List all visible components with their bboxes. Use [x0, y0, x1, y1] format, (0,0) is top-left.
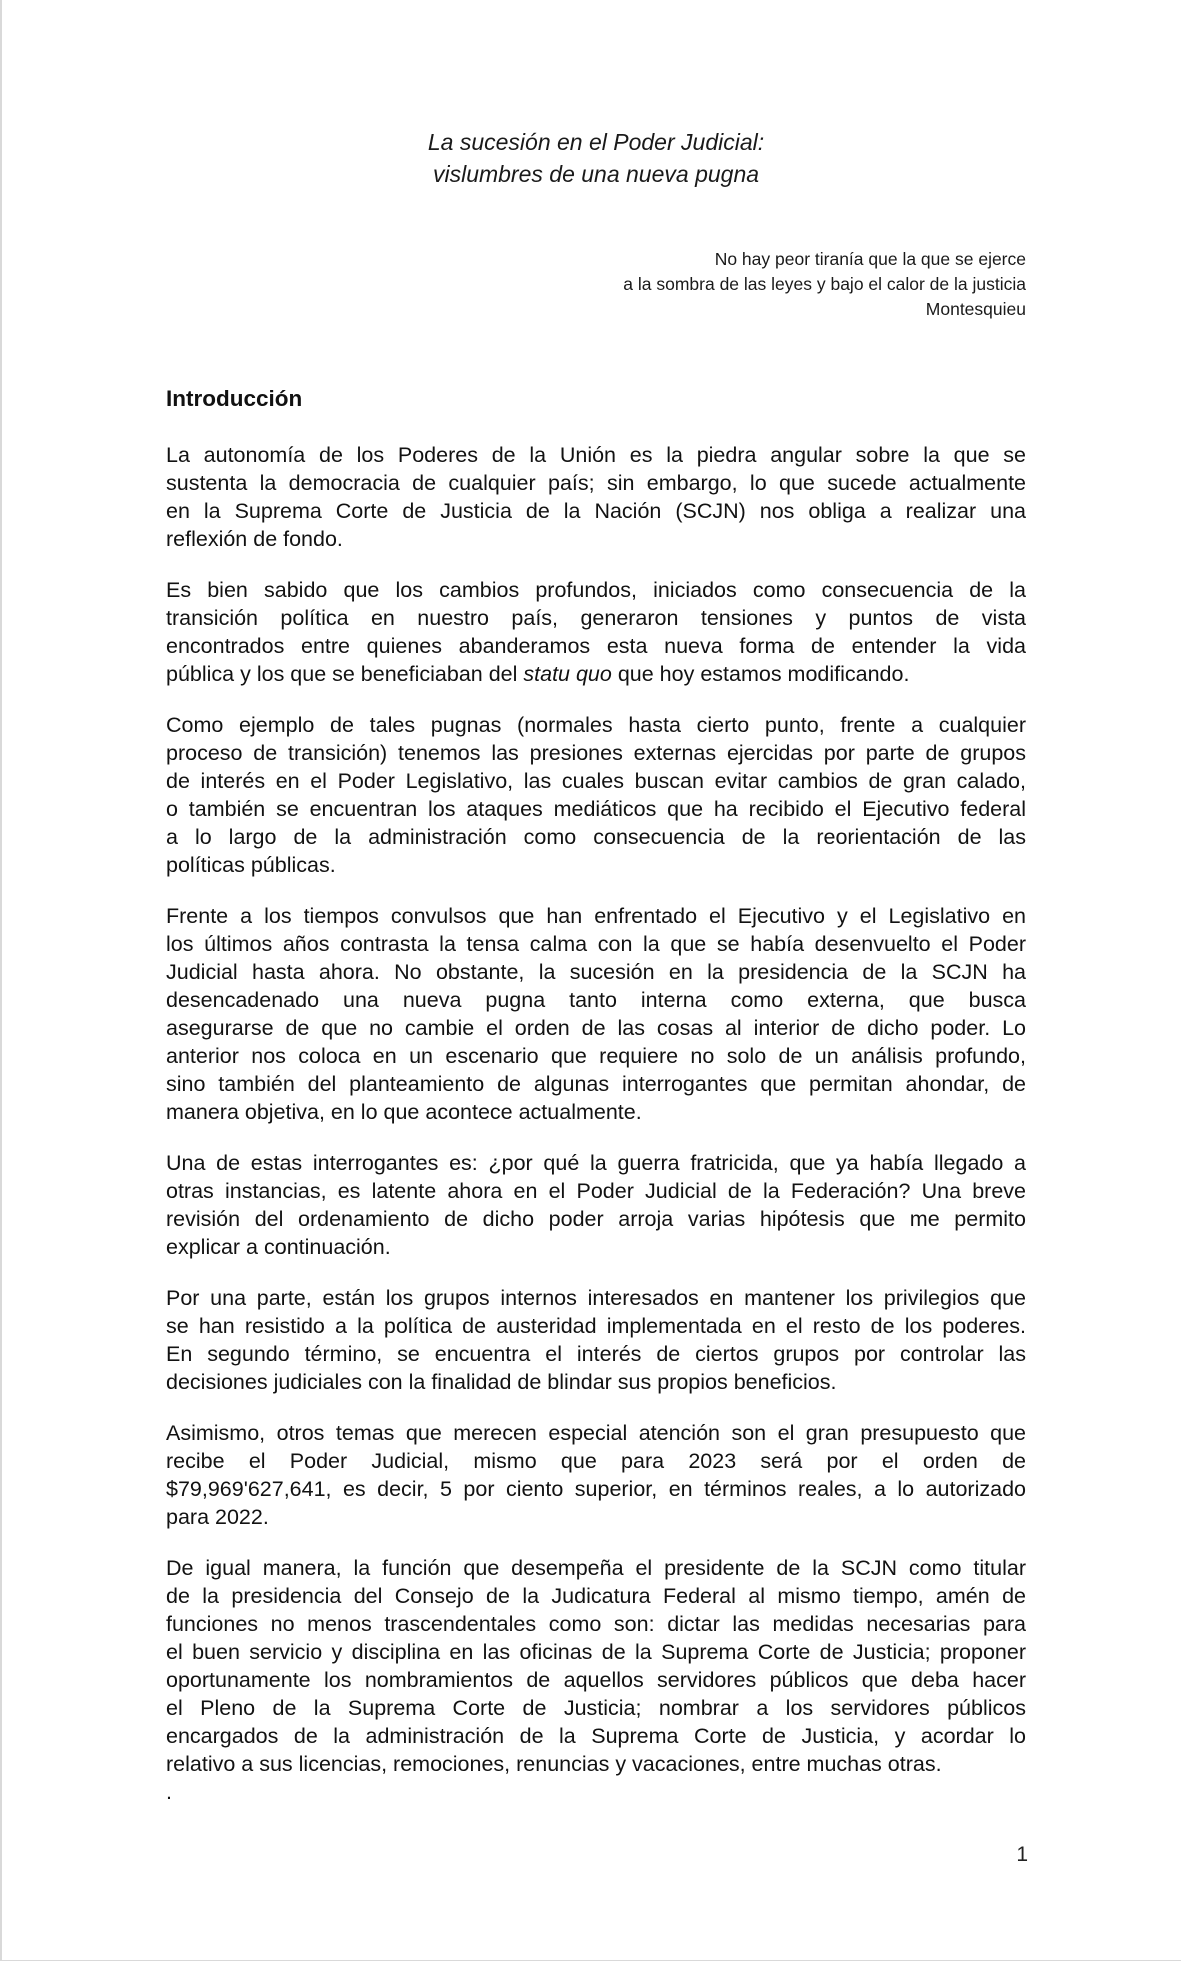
text-line: Como ejemplo de tales pugnas (normales hasta cierto punto, frente a cualquier [166, 713, 1026, 737]
text-line: políticas públicas. [166, 853, 336, 877]
text-line: $79,969'627,641, es decir, 5 por ciento superior, en términos reales, a lo autorizado [166, 1477, 1026, 1501]
text-line: se han resistido a la política de austeridad implementada en el resto de los poderes. [166, 1314, 1026, 1338]
text-line: transición política en nuestro país, generaron tensiones y puntos de vista [166, 606, 1026, 630]
text-line: anterior nos coloca en un escenario que requiere no solo de un análisis profundo, [166, 1044, 1026, 1068]
text-line: sino también del planteamiento de algunas interrogantes que permitan ahondar, de [166, 1072, 1026, 1096]
paragraph [166, 1778, 1026, 1806]
text-line: funciones no menos trascendentales como son: dictar las medidas necesarias para [166, 1612, 1026, 1636]
text-line: Es bien sabido que los cambios profundos, iniciados como consecuencia de la [166, 578, 1026, 602]
paragraph [166, 441, 1026, 553]
text-line: oportunamente los nombramientos de aquellos servidores públicos que deba hacer [166, 1668, 1026, 1692]
text-line: . [166, 1780, 172, 1804]
text-line: recibe el Poder Judicial, mismo que para 2023 será por el orden de [166, 1449, 1026, 1473]
page-number: 1 [1016, 1843, 1028, 1866]
text-line: relativo a sus licencias, remociones, renuncias y vacaciones, entre muchas otras. [166, 1752, 942, 1776]
text-line: revisión del ordenamiento de dicho poder arroja varias hipótesis que me permito [166, 1207, 1026, 1231]
text-line: Judicial hasta ahora. No obstante, la sucesión en la presidencia de la SCJN ha [166, 960, 1026, 984]
text-line: De igual manera, la función que desempeña el presidente de la SCJN como titular [166, 1556, 1026, 1580]
document-title [166, 126, 1026, 190]
paragraph [166, 576, 1026, 688]
text-line: a lo largo de la administración como consecuencia de la reorientación de las [166, 825, 1026, 849]
paragraph [166, 1149, 1026, 1261]
text-line: o también se encuentran los ataques mediáticos que ha recibido el Ejecutivo federal [166, 797, 1026, 821]
paragraph [166, 902, 1026, 1126]
section-heading: Introducción [166, 386, 303, 411]
epigraph-attribution: Montesquieu [925, 299, 1026, 319]
text-line: manera objetiva, en lo que acontece actualmente. [166, 1100, 642, 1124]
text-line: pública y los que se beneficiaban del statu quo que hoy estamos modificando. [166, 662, 910, 686]
text-line: desencadenado una nueva pugna tanto interna como externa, que busca [166, 988, 1026, 1012]
text-line: proceso de transición) tenemos las presiones externas ejercidas por parte de grupos [166, 741, 1026, 765]
text-line: En segundo término, se encuentra el interés de ciertos grupos por controlar las [166, 1342, 1026, 1366]
text-line: encontrados entre quienes abanderamos esta nueva forma de entender la vida [166, 634, 1026, 658]
text-block [166, 126, 1026, 1806]
text-line: de la presidencia del Consejo de la Judicatura Federal al mismo tiempo, amén de [166, 1584, 1026, 1608]
paragraph [166, 1554, 1026, 1778]
text-line: encargados de la administración de la Suprema Corte de Justicia, y acordar lo [166, 1724, 1026, 1748]
text-line: Por una parte, están los grupos internos interesados en mantener los privilegios que [166, 1286, 1026, 1310]
paragraph [166, 1284, 1026, 1396]
text-line: Frente a los tiempos convulsos que han enfrentado el Ejecutivo y el Legislativo en [166, 904, 1026, 928]
text-line: Asimismo, otros temas que merecen especial atención son el gran presupuesto que [166, 1421, 1026, 1445]
text-line: el Pleno de la Suprema Corte de Justicia; nombrar a los servidores públicos [166, 1696, 1026, 1720]
text-line: los últimos años contrasta la tensa calma con la que se había desenvuelto el Poder [166, 932, 1026, 956]
text-line: Una de estas interrogantes es: ¿por qué la guerra fratricida, que ya había llegado a [166, 1151, 1026, 1175]
paragraphs-container [166, 441, 1026, 1806]
text-line: en la Suprema Corte de Justicia de la Nación (SCJN) nos obliga a realizar una [166, 499, 1026, 523]
text-line: reflexión de fondo. [166, 527, 343, 551]
epigraph-line: a la sombra de las leyes y bajo el calor de la justicia [623, 274, 1026, 294]
text-line: explicar a continuación. [166, 1235, 391, 1259]
text-line: La autonomía de los Poderes de la Unión es la piedra angular sobre la que se [166, 443, 1026, 467]
text-line: sustenta la democracia de cualquier país; sin embargo, lo que sucede actualmente [166, 471, 1026, 495]
text-line: otras instancias, es latente ahora en el Poder Judicial de la Federación? Una breve [166, 1179, 1026, 1203]
paragraph [166, 1419, 1026, 1531]
title-line: vislumbres de una nueva pugna [432, 161, 760, 187]
epigraph [166, 247, 1026, 322]
epigraph-line: No hay peor tiranía que la que se ejerce [714, 249, 1026, 269]
text-line: de interés en el Poder Legislativo, las cuales buscan evitar cambios de gran calado, [166, 769, 1026, 793]
text-line: para 2022. [166, 1505, 269, 1529]
title-line: La sucesión en el Poder Judicial: [427, 129, 765, 155]
paragraph [166, 711, 1026, 879]
text-line: decisiones judiciales con la finalidad de blindar sus propios beneficios. [166, 1370, 837, 1394]
text-line: asegurarse de que no cambie el orden de las cosas al interior de dicho poder. Lo [166, 1016, 1026, 1040]
text-line: el buen servicio y disciplina en las oficinas de la Suprema Corte de Justicia; proponer [166, 1640, 1026, 1664]
